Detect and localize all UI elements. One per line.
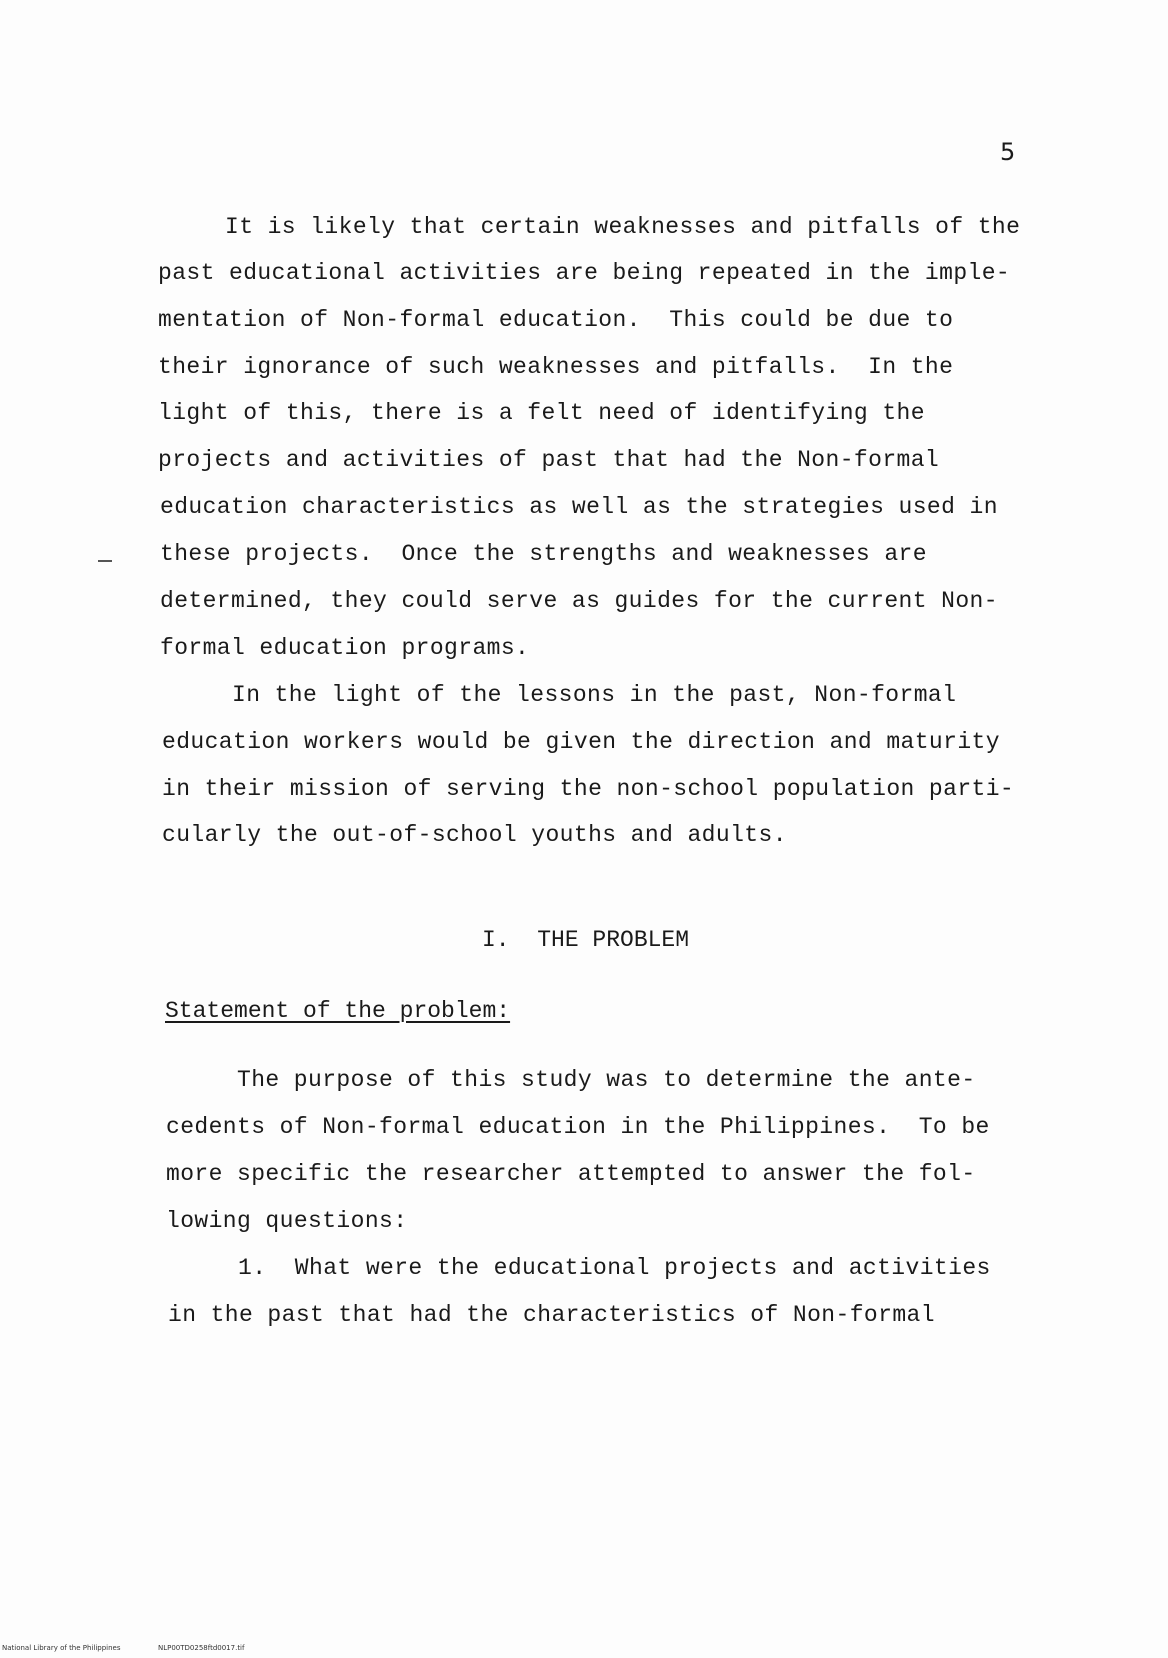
paragraph1-line: determined, they could serve as guides for the current Non- — [160, 588, 998, 614]
page-number: 5 — [1000, 138, 1016, 166]
paragraph1-line: education characteristics as well as the strategies used in — [160, 494, 998, 520]
paragraph1-line: mentation of Non-formal education. This could be due to — [158, 307, 954, 333]
paragraph2-line: education workers would be given the direction and maturity — [162, 729, 1000, 755]
paragraph3-line: cedents of Non-formal education in the Philippines. To be — [166, 1114, 990, 1140]
footer-file-id: NLP00TD0258ftd0017.tif — [158, 1644, 245, 1652]
subheading: Statement of the problem: — [165, 998, 511, 1024]
paragraph3-line: The purpose of this study was to determine the ante- — [237, 1067, 976, 1093]
question-line: 1. What were the educational projects and activities — [238, 1255, 991, 1281]
paragraph1-line: light of this, there is a felt need of identifying the — [158, 400, 925, 426]
paragraph1-line: their ignorance of such weaknesses and pitfalls. In the — [158, 354, 954, 380]
section-heading: I. THE PROBLEM — [482, 927, 690, 953]
margin-mark — [98, 560, 112, 562]
paragraph1-line: past educational activities are being repeated in the imple- — [158, 260, 1011, 286]
paragraph3-line: more specific the researcher attempted to answer the fol- — [166, 1161, 976, 1187]
paragraph2-line: In the light of the lessons in the past, Non-formal — [232, 682, 957, 708]
paragraph1-line: formal education programs. — [160, 635, 530, 661]
paragraph1-line: these projects. Once the strengths and weaknesses are — [160, 541, 927, 567]
paragraph3-line: lowing questions: — [166, 1208, 408, 1234]
paragraph2-line: in their mission of serving the non-school population parti- — [162, 776, 1015, 802]
question-line: in the past that had the characteristics of Non-formal — [168, 1302, 935, 1328]
paragraph1-line: It is likely that certain weaknesses and pitfalls of the — [225, 214, 1021, 240]
paragraph1-line: projects and activities of past that had the Non-formal — [158, 447, 940, 473]
footer-library: National Library of the Philippines — [2, 1644, 121, 1652]
paragraph2-line: cularly the out-of-school youths and adults. — [162, 822, 787, 848]
